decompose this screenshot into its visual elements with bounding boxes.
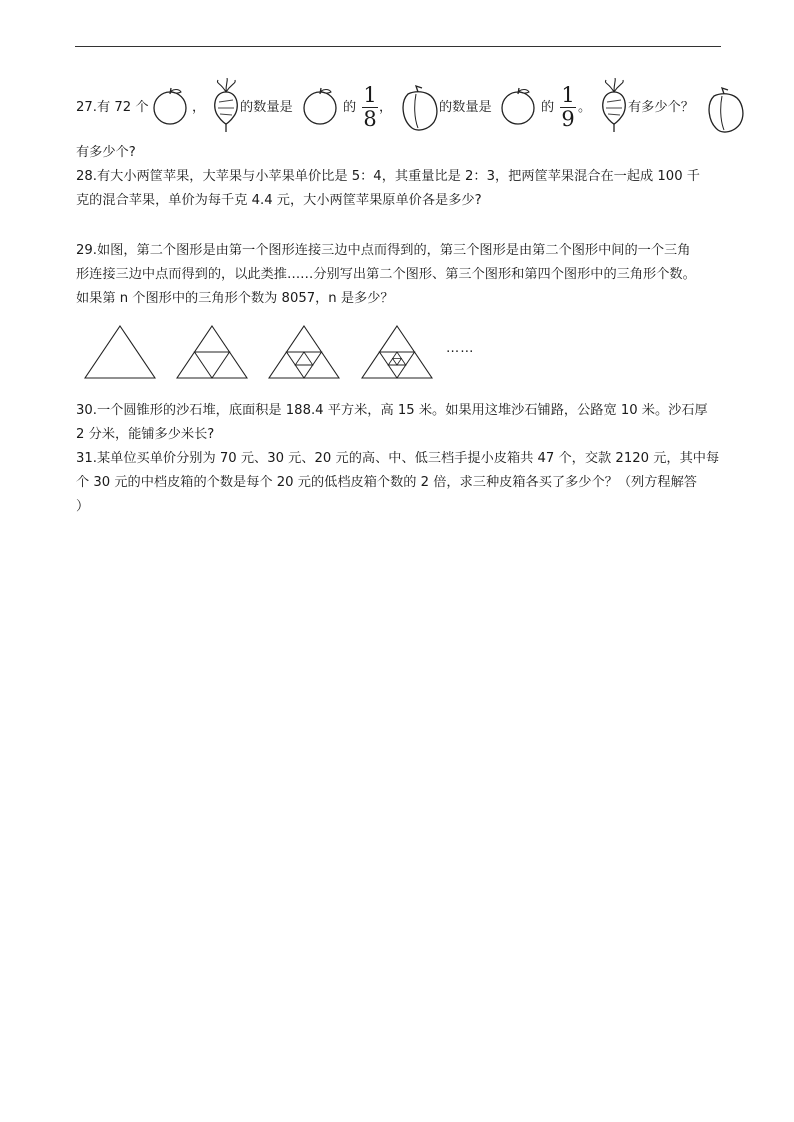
triangle-figure-1 — [84, 325, 156, 379]
q31-line-3: ） — [76, 499, 90, 514]
q30-line-2: 2 分米，能铺多少米长? — [76, 427, 215, 442]
q27-text-2: 的数量是 — [439, 100, 492, 115]
fraction-numerator: 1 — [561, 83, 575, 107]
apple-icon — [498, 86, 538, 126]
triangle-figure-3 — [268, 325, 340, 379]
header-rule — [75, 46, 721, 47]
q31-line-2: 个 30 元的中档皮箱的个数是每个 20 元的低档皮箱个数的 2 倍，求三种皮箱各买了多少个？（列方程解答 — [76, 475, 697, 490]
q30-line-1: 30.一个圆锥形的沙石堆，底面积是 188.4 平方米，高 15 米。如果用这堆沙石铺路，公路宽 10 米。沙石厚 — [76, 403, 708, 418]
q27-comma: ， — [192, 100, 206, 115]
pepper-icon — [704, 86, 746, 134]
q29-line-2: 形连接三边中点而得到的，以此类推……分别写出第二个图形、第三个图形和第四个图形中的三角形个数。 — [76, 267, 696, 282]
fraction-one-eighth — [362, 85, 378, 130]
q27-prefix: 27.有 72 个 — [76, 100, 149, 115]
q27-text-1: 的数量是 — [240, 100, 293, 115]
q28-line-2: 克的混合苹果，单价为每千克 4.4 元，大小两筐苹果原单价各是多少? — [76, 193, 482, 208]
q27-sep: ， — [379, 100, 393, 115]
q27-period: 。 — [578, 100, 592, 115]
q27-de-2: 的 — [541, 100, 555, 115]
apple-icon — [150, 86, 190, 126]
apple-icon — [300, 86, 340, 126]
triangle-figure-2 — [176, 325, 248, 379]
q29-line-3: 如果第 n 个图形中的三角形个数为 8057，n 是多少？ — [76, 291, 394, 306]
triangle-figure-4 — [361, 325, 433, 379]
fraction-denominator: 9 — [561, 107, 575, 131]
q31-line-1: 31.某单位买单价分别为 70 元、30 元、20 元的高、中、低三档手提小皮箱共 47 个，交款 2120 元，其中每 — [76, 451, 720, 466]
fraction-one-ninth — [560, 85, 576, 130]
fraction-denominator: 8 — [363, 107, 377, 131]
radish-icon — [598, 78, 630, 134]
q28-line-1: 28.有大小两筐苹果，大苹果与小苹果单价比是 5：4，其重量比是 2：3，把两筐苹果混合在一起成 100 千 — [76, 169, 700, 184]
q27-line-2: 有多少个? — [76, 145, 136, 160]
fraction-numerator: 1 — [363, 83, 377, 107]
radish-icon — [210, 78, 242, 134]
q29-line-1: 29.如图，第二个图形是由第一个图形连接三边中点而得到的，第三个图形是由第二个图形中间的一个三角 — [76, 243, 691, 258]
figure-ellipsis: …… — [446, 341, 475, 356]
q27-text-3: 有多少个？ — [628, 100, 694, 115]
pepper-icon — [398, 84, 440, 132]
q27-de-1: 的 — [343, 100, 357, 115]
